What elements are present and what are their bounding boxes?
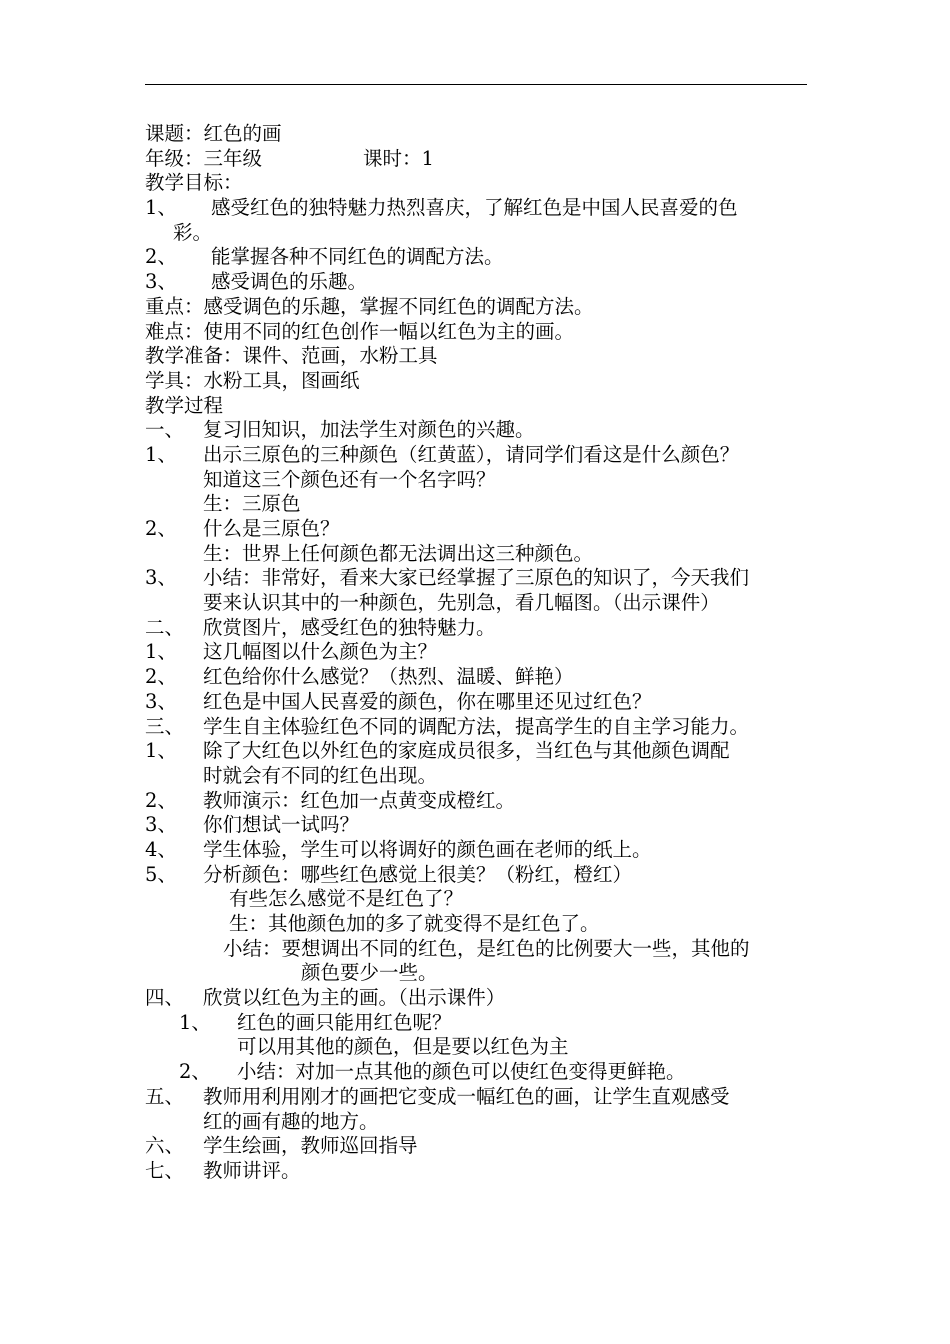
list-item: 2、 什么是三原色？ [145, 517, 340, 540]
list-item: 2、 红色给你什么感觉？（热烈、温暖、鲜艳） [145, 665, 574, 689]
section-heading: 三、 学生自主体验红色不同的调配方法，提高学生的自主学习能力。 [145, 714, 750, 738]
lesson-plan-document [145, 122, 813, 1184]
lesson-title: 课题：红色的画 [145, 122, 282, 145]
grade: 年级：三年级 [145, 146, 263, 170]
list-item: 3、 小结：非常好，看来大家已经掌握了三原色的知识了，今天我们 [145, 566, 750, 590]
class-hours: 课时：1 [363, 146, 434, 170]
grade-line [145, 147, 813, 172]
list-item: 1、 除了大红色以外红色的家庭成员很多，当红色与其他颜色调配 [145, 739, 730, 763]
student-tools: 学具：水粉工具，图画纸 [145, 368, 360, 392]
section-heading: 四、 欣赏以红色为主的画。（出示课件） [145, 986, 506, 1010]
preparation: 教学准备：课件、范画，水粉工具 [145, 344, 438, 368]
section-heading: 一、 复习旧知识，加法学生对颜色的兴趣。 [145, 418, 535, 442]
list-item: 2、 教师演示：红色加一点黄变成橙红。 [145, 788, 516, 812]
section-heading: 七、 教师讲评。 [145, 1158, 301, 1182]
list-item: 3、 红色是中国人民喜爱的颜色，你在哪里还见过红色？ [145, 689, 652, 713]
list-item: 4、 学生体验，学生可以将调好的颜色画在老师的纸上。 [145, 837, 652, 861]
difficulty: 难点：使用不同的红色创作一幅以红色为主的画。 [145, 319, 575, 343]
discussion-line: 生：其他颜色加的多了就变得不是红色了。 [229, 912, 600, 935]
process-heading: 教学过程 [145, 393, 224, 417]
list-item-cont: 时就会有不同的红色出现。 [203, 763, 438, 787]
objective-item: 3、 感受调色的乐趣。 [145, 270, 368, 294]
list-item-cont: 生：三原色 [203, 492, 301, 516]
objective-item: 1、 感受红色的独特魅力热烈喜庆，了解红色是中国人民喜爱的色 [145, 196, 738, 220]
header-rule [145, 84, 807, 85]
section-heading: 二、 欣赏图片，感受红色的独特魅力。 [145, 615, 496, 639]
list-item: 5、 分析颜色：哪些红色感觉上很美？（粉红，橙红） [145, 862, 633, 886]
list-item: 1、 红色的画只能用红色呢？ [179, 1010, 452, 1034]
list-item-cont: 要来认识其中的一种颜色，先别急，看几幅图。（出示课件） [203, 591, 720, 615]
key-point: 重点：感受调色的乐趣，掌握不同红色的调配方法。 [145, 294, 594, 318]
list-item-cont: 知道这三个颜色还有一个名字吗？ [203, 467, 496, 491]
discussion-line: 小结：要想调出不同的红色，是红色的比例要大一些，其他的 [223, 936, 750, 960]
discussion-line: 有些怎么感觉不是红色了？ [229, 887, 464, 911]
discussion-line: 颜色要少一些。 [301, 961, 438, 985]
objective-item-cont: 彩。 [173, 220, 213, 244]
list-item: 2、 小结：对加一点其他的颜色可以使红色变得更鲜艳。 [179, 1060, 686, 1084]
list-item-cont: 可以用其他的颜色，但是要以红色为主 [237, 1035, 569, 1059]
list-item: 3、 你们想试一试吗？ [145, 813, 360, 837]
list-item: 1、 这几幅图以什么颜色为主？ [145, 640, 438, 664]
objectives-heading: 教学目标： [145, 171, 243, 195]
list-item: 1、 出示三原色的三种颜色（红黄蓝），请同学们看这是什么颜色？ [145, 442, 740, 466]
section-heading: 五、 教师用利用刚才的画把它变成一幅红色的画，让学生直观感受 [145, 1084, 730, 1108]
objective-item: 2、 能掌握各种不同红色的调配方法。 [145, 245, 504, 269]
section-heading: 六、 学生绘画，教师巡回指导 [145, 1134, 418, 1158]
list-item-cont: 生：世界上任何颜色都无法调出这三种颜色。 [203, 541, 594, 565]
section-heading-cont: 红的画有趣的地方。 [203, 1109, 379, 1133]
